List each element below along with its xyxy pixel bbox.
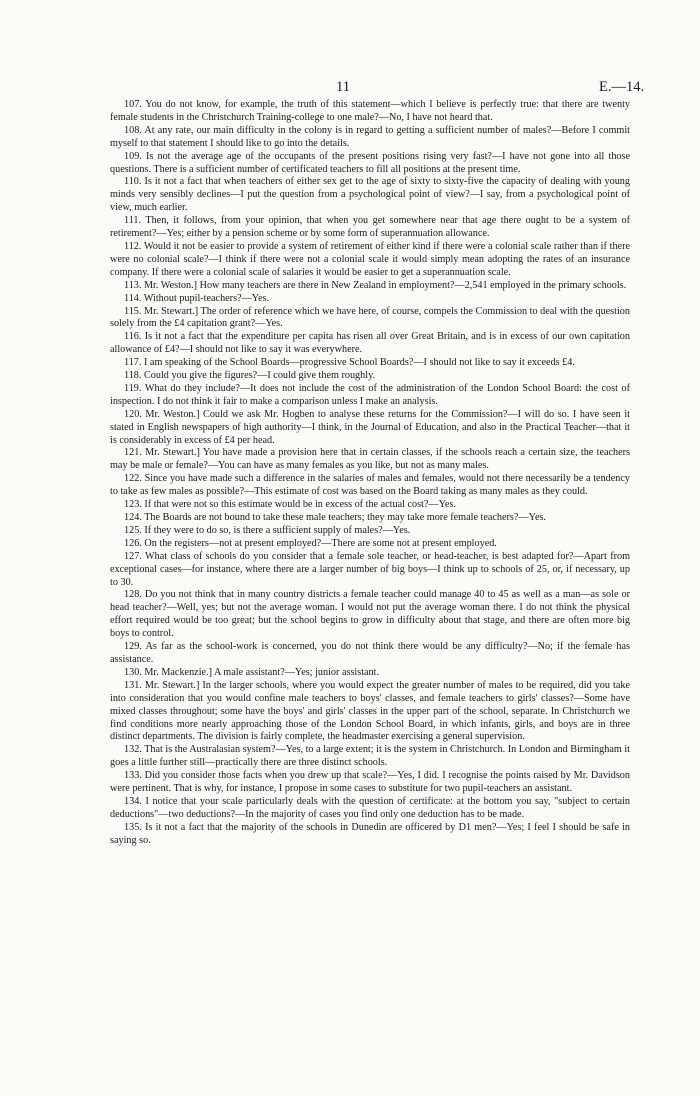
paragraph: 120. Mr. Weston.] Could we ask Mr. Hogben to analyse these returns for the Commission?—I will do so. I have seen it stated in English newspapers of high authority—I think, in the Journal of Education, and also in the Practical Teacher—that it is considerably in excess of £4 per head.	[110, 408, 630, 446]
paragraph: 134. I notice that your scale particularly deals with the question of certificate: at the bottom you say, "subject to certain deductions"—two deductions?—In the majority of cases you find only one deduction has to be made.	[110, 795, 630, 820]
paragraph: 127. What class of schools do you consider that a female sole teacher, or head-teacher, is best adapted for?—Apart from exceptional cases—for instance, where there are a larger number of big boys—I think up to schools of 25, or, if necessary, up to 30.	[110, 550, 630, 588]
paragraph: 135. Is it not a fact that the majority of the schools in Dunedin are officered by D1 men?—Yes; I feel I should be safe in saying so.	[110, 821, 630, 846]
paragraph: 117. I am speaking of the School Boards—progressive School Boards?—I should not like to say it exceeds £4.	[124, 357, 575, 369]
paragraph: 114. Without pupil-teachers?—Yes.	[124, 292, 270, 304]
page-header	[0, 79, 700, 99]
document-reference: E.—14.	[599, 79, 645, 95]
paragraph: 109. Is not the average age of the occupants of the present positions rising very fast?—I have not gone into all those questions. There is a sufficient number of certificated teachers to fill all positions at the present time.	[110, 150, 630, 175]
paragraph: 107. You do not know, for example, the truth of this statement—which I believe is perfectly true: that there are twenty female students in the Christchurch Training-college to one male?—No, I have not heard that.	[110, 99, 630, 123]
paragraph: 125. If they were to do so, is there a sufficient supply of males?—Yes.	[124, 524, 411, 536]
paragraph: 112. Would it not be easier to provide a system of retirement of either kind if there were a colonial scale rather than if there were no colonial scale?—I think if there were not a colonial scale it would simply mean adopting the rates of an insurance company. If there were a colonial scale of salaries it would be easier to get a superannuation scale.	[110, 240, 630, 278]
paragraph: 108. At any rate, our main difficulty in the colony is in regard to getting a sufficient number of males?—Before I commit myself to that statement I should like to go into the details.	[110, 124, 630, 149]
paragraph: 129. As far as the school-work is concerned, you do not think there would be any difficulty?—No; if the female has assistance.	[110, 641, 630, 665]
paragraph: 130. Mr. Mackenzie.] A male assistant?—Yes; junior assistant.	[124, 666, 380, 678]
paragraph: 113. Mr. Weston.] How many teachers are there in New Zealand in employment?—2,541 employed in the primary schools.	[124, 279, 627, 291]
paragraph: 110. Is it not a fact that when teachers of either sex get to the age of sixty to sixty-five the capacity of dealing with young minds very sensibly declines—I put the question from a psychological point of view?—I say, from a psychological point of view, much earlier.	[110, 176, 630, 214]
paragraph: 123. If that were not so this estimate would be in excess of the actual cost?—Yes.	[124, 499, 456, 511]
paragraph: 119. What do they include?—It does not include the cost of the administration of the London School Board: the cost of inspection. I do not think it fair to make a comparison unless I make an analysis.	[110, 382, 630, 407]
paragraph: 121. Mr. Stewart.] You have made a provision here that in certain classes, if the schools reach a certain size, the teachers may be male or female?—You can have as many females as you like, but not as many males.	[110, 447, 630, 472]
paragraph: 115. Mr. Stewart.] The order of reference which we have here, of course, compels the Commission to deal with the question solely from the £4 capitation grant?—Yes.	[110, 305, 630, 330]
paragraph: 131. Mr. Stewart.] In the larger schools, where you would expect the greater number of males to be required, did you take into consideration that you would confine male teachers to boys' classes, and female teachers to girls' classes?—Some have mixed classes throughout; some have the boys' and girls' classes in the upper part of the school, separate. In Christchurch we find conditions more nearly approaching those of the London School Board, in which infants, girls, and boys are in three distinct departments. The division is fairly complete, the headmaster exercising a general supervision.	[110, 679, 630, 743]
page-body	[110, 99, 630, 848]
paragraph: 128. Do you not think that in many country districts a female teacher could manage 40 to 45 as well as a man—as sole or head teacher?—Well, yes; but not the average woman. I would not put the average woman there. I do not think the physical effort required would be too great; but the school begins to grow in difficulty about that stage, and there are often more big boys to control.	[110, 589, 630, 640]
paragraph: 133. Did you consider those facts when you drew up that scale?—Yes, I did. I recognise the points raised by Mr. Davidson were pertinent. That is why, for instance, I propose in some cases to substitute for two pupil-teachers an assistant.	[110, 770, 630, 795]
paragraph: 124. The Boards are not bound to take these male teachers; they may take more female teachers?—Yes.	[124, 512, 546, 523]
paragraph: 132. That is the Australasian system?—Yes, to a large extent; it is the system in Christchurch. In London and Birmingham it goes a little further still—practically there are three distinct schools.	[110, 744, 630, 769]
paragraph: 116. Is it not a fact that the expenditure per capita has risen all over Great Britain, and is in excess of our own capitation allowance of £4?—I should not like to say it was everywhere.	[110, 331, 630, 356]
page-number: 11	[336, 79, 350, 95]
paragraph: 111. Then, it follows, from your opinion, that when you get somewhere near that age there ought to be a system of retirement?—Yes; either by a pension scheme or by some form of superannuation allowance.	[110, 215, 630, 240]
paragraph: 118. Could you give the figures?—I could give them roughly.	[124, 370, 376, 382]
paragraph: 126. On the registers—not at present employed?—There are some not at present employed.	[124, 537, 497, 549]
paragraph: 122. Since you have made such a difference in the salaries of males and females, would not there necessarily be a tendency to take as few males as possible?—This estimate of cost was based on the Board taking as many males as they could.	[110, 473, 630, 498]
